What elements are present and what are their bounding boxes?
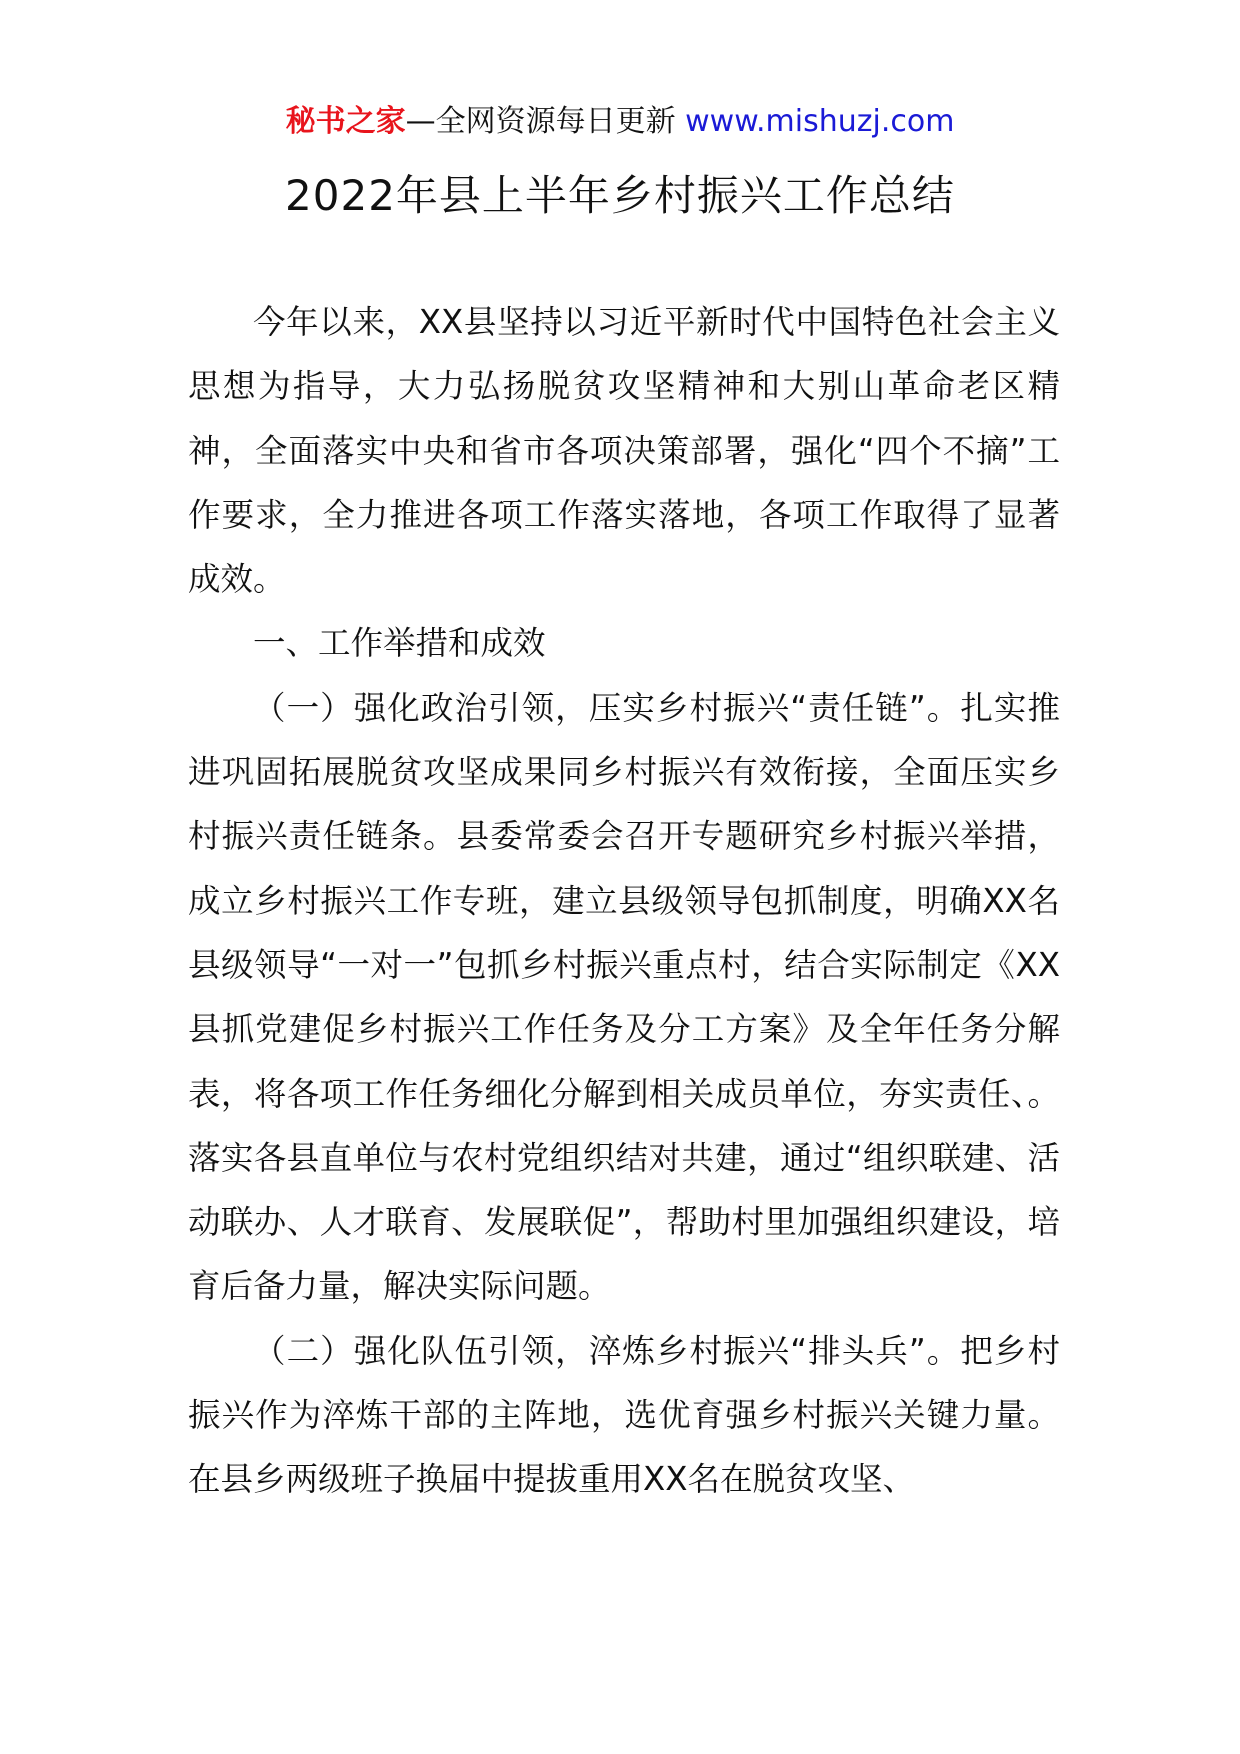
- site-header: [0, 100, 1240, 144]
- section-heading: 一、工作举措和成效: [253, 624, 546, 663]
- brand-name: 秘书之家: [285, 104, 406, 139]
- paragraph-political-leadership: （一）强化政治引领，压实乡村振兴“责任链”。扎实推进巩固拓展脱贫攻坚成果同乡村振兴有效衔接，全面压实乡村振兴责任链条。县委常委会召开专题研究乡村振兴举措，成立乡村振兴工作专班，建立县级领导包抓制度，明确XX名县级领导“一对一”包抓乡村振兴重点村，结合实际制定《XX县抓党建促乡村振兴工作任务及分工方案》及全年任务分解表，将各项工作任务细化分解到相关成员单位，夯实责任、。落实各县直单位与农村党组织结对共建，通过“组织联建、活动联办、人才联育、发展联促”，帮助村里加强组织建设，培育后备力量，解决实际问题。: [188, 688, 1060, 1306]
- header-tagline: —全网资源每日更新: [405, 104, 676, 139]
- paragraph-team-leadership: （二）强化队伍引领，淬炼乡村振兴“排头兵”。把乡村振兴作为淬炼干部的主阵地，选优育强乡村振兴关键力量。在县乡两级班子换届中提拔重用XX名在脱贫攻坚、: [188, 1331, 1060, 1499]
- intro-paragraph: 今年以来，XX县坚持以习近平新时代中国特色社会主义思想为指导，大力弘扬脱贫攻坚精神和大别山革命老区精神，全面落实中央和省市各项决策部署，强化“四个不摘”工作要求，全力推进各项工作落实落地，各项工作取得了显著成效。: [188, 303, 1060, 599]
- site-url-link[interactable]: www.mishuzj.com: [685, 104, 955, 139]
- document-title: 2022年县上半年乡村振兴工作总结: [285, 171, 955, 220]
- document-body: [188, 290, 1060, 1512]
